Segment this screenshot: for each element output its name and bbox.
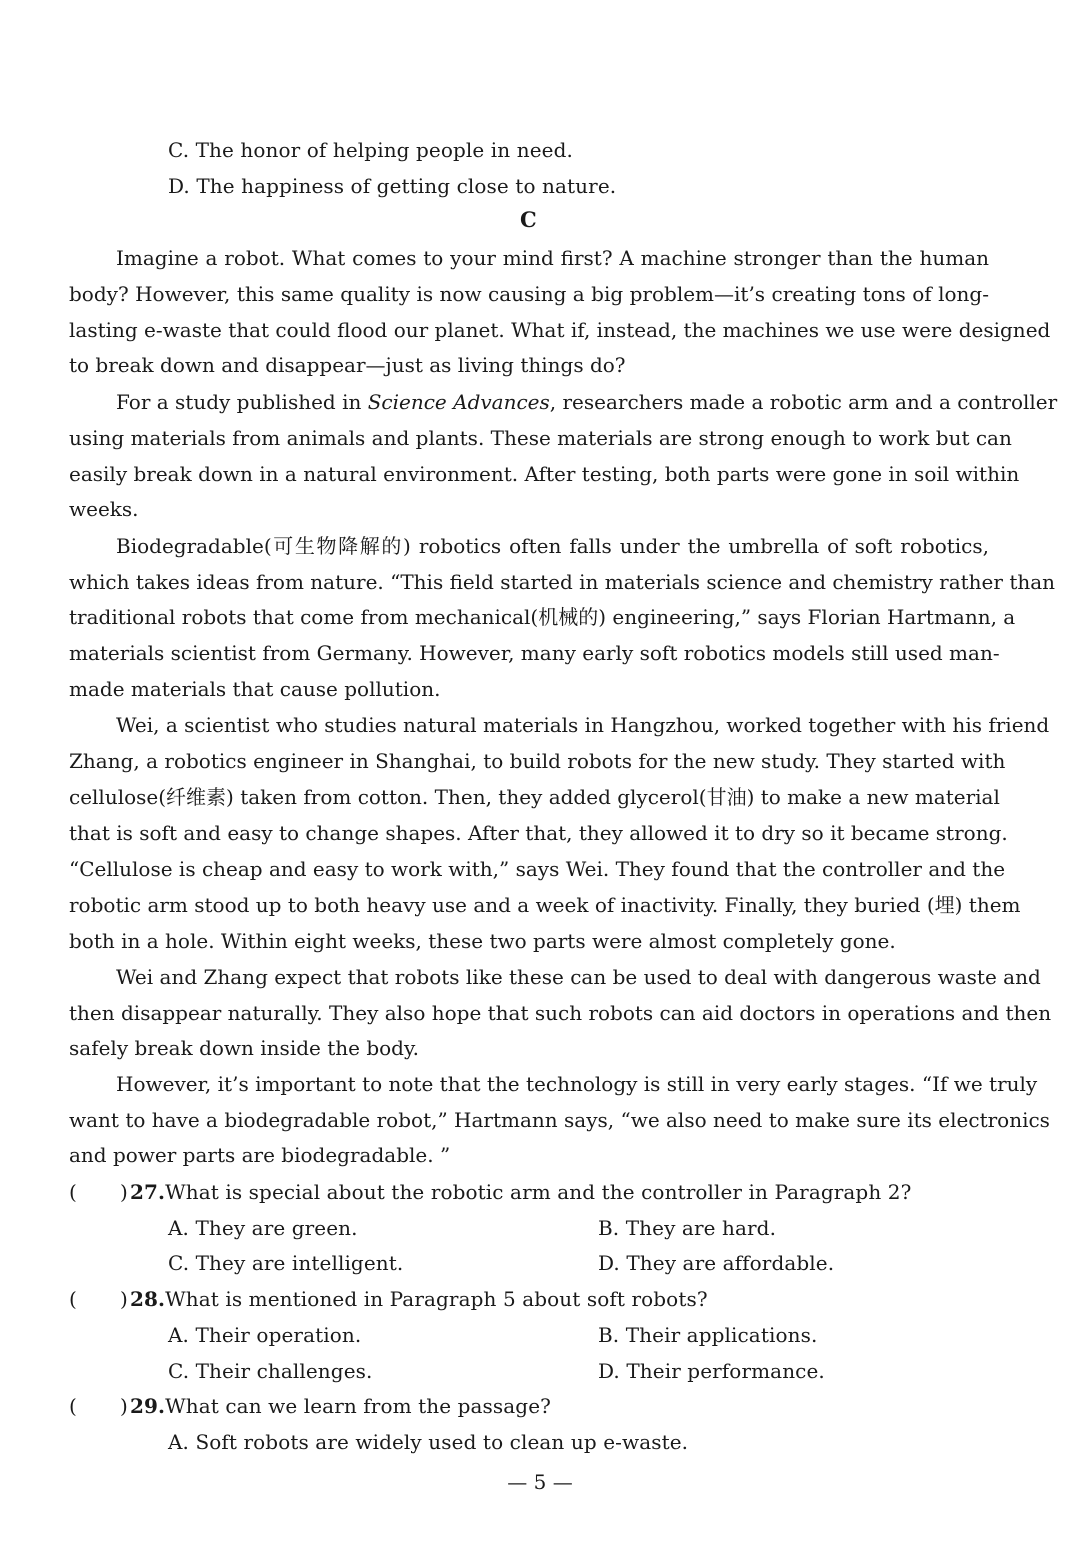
paragraph-5-line-1: Wei and Zhang expect that robots like these can be used to deal with dangerous waste and [116,965,1041,989]
paragraph-1-line-3: lasting e-waste that could flood our planet. What if, instead, the machines we use were designed [69,318,1051,342]
paragraph-3-line-4: materials scientist from Germany. However, many early soft robotics models still used man- [69,641,1000,665]
q27-option-a[interactable]: A. They are green. [168,1216,358,1240]
q27-option-c[interactable]: C. They are intelligent. [168,1251,404,1275]
paragraph-1-line-2: body? However, this same quality is now causing a big problem—it’s creating tons of long- [69,282,989,306]
question-29-text [130,1394,551,1418]
paragraph-6-line-3: and power parts are biodegradable. ” [69,1143,451,1167]
q28-option-c[interactable]: C. Their challenges. [168,1359,373,1383]
q28-option-a[interactable]: A. Their operation. [168,1323,362,1347]
question-stem: What is mentioned in Paragraph 5 about soft robots? [165,1287,708,1311]
paragraph-4-line-4: that is soft and easy to change shapes. After that, they allowed it to dry so it became strong. [69,821,1008,845]
paragraph-6-line-2: want to have a biodegradable robot,” Hartmann says, “we also need to make sure its electronics [69,1108,1050,1132]
answer-paren-close-29: ) [120,1394,128,1418]
prev-option-d: D. The happiness of getting close to nature. [168,174,617,198]
paragraph-2-line-1 [116,390,1058,414]
paragraph-3-line-1: Biodegradable(可生物降解的) robotics often falls under the umbrella of soft robotics, [116,534,989,558]
answer-paren-close-27: ) [120,1180,128,1204]
q27-option-d[interactable]: D. They are affordable. [598,1251,835,1275]
prev-option-c: C. The honor of helping people in need. [168,138,573,162]
paragraph-4-line-1: Wei, a scientist who studies natural materials in Hangzhou, worked together with his friend [116,713,1050,737]
question-number: 29. [130,1394,166,1418]
section-heading: C [520,207,537,232]
paragraph-4-line-3: cellulose(纤维素) taken from cotton. Then, they added glycerol(甘油) to make a new material [69,785,1000,809]
paragraph-5-line-3: safely break down inside the body. [69,1036,419,1060]
paragraph-4-line-7: both in a hole. Within eight weeks, these two parts were almost completely gone. [69,929,896,953]
paragraph-6-line-1: However, it’s important to note that the technology is still in very early stages. “If we truly [116,1072,1038,1096]
paragraph-2-line-4: weeks. [69,497,139,521]
paragraph-2-text-pre: For a study published in [116,390,368,414]
question-28-text [130,1287,708,1311]
paragraph-4-line-5: “Cellulose is cheap and easy to work with,” says Wei. They found that the controller and the [69,857,1006,881]
journal-title: Science Advances [367,390,550,414]
q27-option-b[interactable]: B. They are hard. [598,1216,777,1240]
answer-paren-open-27[interactable]: ( [69,1180,77,1204]
paragraph-3-line-2: which takes ideas from nature. “This field started in materials science and chemistry rather than [69,570,1056,594]
question-number: 28. [130,1287,166,1311]
answer-paren-close-28: ) [120,1287,128,1311]
paragraph-2-line-3: easily break down in a natural environment. After testing, both parts were gone in soil within [69,462,1020,486]
paragraph-3-line-5: made materials that cause pollution. [69,677,441,701]
question-stem: What is special about the robotic arm and the controller in Paragraph 2? [165,1180,912,1204]
question-27-text [130,1180,911,1204]
paragraph-1-line-1: Imagine a robot. What comes to your mind first? A machine stronger than the human [116,246,989,270]
page-number: — 5 — [507,1470,573,1494]
paragraph-2-line-2: using materials from animals and plants. These materials are strong enough to work but can [69,426,1012,450]
question-stem: What can we learn from the passage? [165,1394,551,1418]
paragraph-1-line-4: to break down and disappear—just as living things do? [69,353,626,377]
paragraph-4-line-6: robotic arm stood up to both heavy use and a week of inactivity. Finally, they buried (埋) them [69,893,1021,917]
paragraph-4-line-2: Zhang, a robotics engineer in Shanghai, to build robots for the new study. They started with [69,749,1006,773]
q29-option-a[interactable]: A. Soft robots are widely used to clean up e-waste. [168,1430,689,1454]
question-number: 27. [130,1180,166,1204]
paragraph-2-text-post: , researchers made a robotic arm and a controller [549,390,1058,414]
paragraph-5-line-2: then disappear naturally. They also hope that such robots can aid doctors in operations and then [69,1001,1052,1025]
answer-paren-open-28[interactable]: ( [69,1287,77,1311]
answer-paren-open-29[interactable]: ( [69,1394,77,1418]
q28-option-b[interactable]: B. Their applications. [598,1323,818,1347]
q28-option-d[interactable]: D. Their performance. [598,1359,825,1383]
paragraph-3-line-3: traditional robots that come from mechanical(机械的) engineering,” says Florian Hartmann, a [69,605,1016,629]
